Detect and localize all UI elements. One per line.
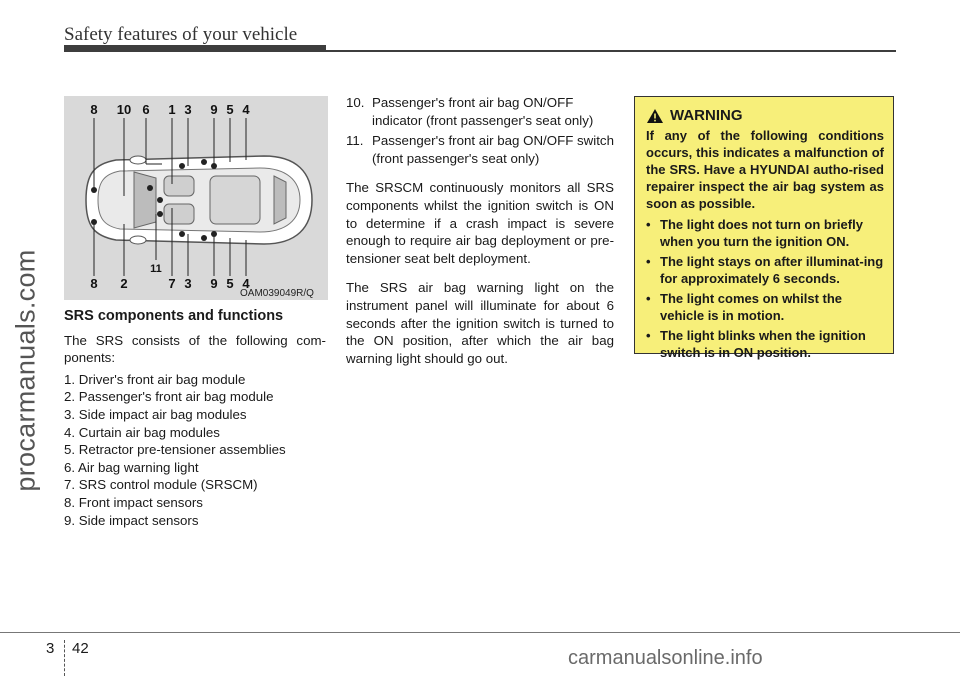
callout-top-7: 5 <box>226 102 234 117</box>
list-item <box>646 216 884 250</box>
watermark-side <box>6 220 46 520</box>
srs-components-section <box>64 308 326 529</box>
warning-title-row <box>646 107 884 124</box>
list-item <box>646 253 884 287</box>
list-item: 7. SRS control module (SRSCM) <box>64 477 258 493</box>
chapter-number: 3 <box>46 640 55 657</box>
page-header-title: Safety features of your vehicle <box>64 24 298 45</box>
callout-top-5: 3 <box>184 102 192 117</box>
callout-top-6: 9 <box>210 102 218 117</box>
callout-top-8: 4 <box>242 102 250 117</box>
bullet-text: The light does not turn on briefly when you turn the ignition ON. <box>660 217 863 249</box>
item-number: 11. <box>346 133 364 149</box>
list-item <box>346 94 614 129</box>
callout-bottom-7: 5 <box>226 276 234 291</box>
item-text: Passenger's front air bag ON/OFF switch (front passenger's seat only) <box>372 133 614 166</box>
car-topview-illustration <box>64 96 328 300</box>
list-item: 3. Side impact air bag modules <box>64 406 247 422</box>
warning-box <box>634 96 894 360</box>
watermark-bottom: carmanualsonline.info <box>568 647 763 669</box>
watermark-side-text: procarmanuals.com <box>10 248 41 492</box>
header-rule <box>326 50 896 52</box>
list-item: 6. Air bag warning light <box>64 459 199 475</box>
list-item <box>346 132 614 167</box>
section-intro: The SRS consists of the following com-ponents: <box>64 332 326 366</box>
callout-top-3: 6 <box>142 102 150 117</box>
diagram-caption: OAM039049R/Q <box>240 288 314 299</box>
callout-bottom-8: 4 <box>242 276 250 291</box>
warning-list <box>646 216 884 361</box>
callout-bottom-1: 8 <box>90 276 98 291</box>
component-list <box>64 371 326 529</box>
callout-bottom-6: 9 <box>210 276 218 291</box>
warning-triangle-icon <box>646 108 664 124</box>
item-text: Passenger's front air bag ON/OFF indicator (front passenger's seat only) <box>372 95 594 128</box>
callout-bottom-4: 7 <box>168 276 176 291</box>
callout-top-1: 8 <box>90 102 98 117</box>
list-item: 4. Curtain air bag modules <box>64 424 220 440</box>
item-number: 10. <box>346 95 365 110</box>
list-item: 9. Side impact sensors <box>64 512 199 528</box>
bullet-icon: • <box>646 291 651 306</box>
srs-description-column <box>346 94 614 367</box>
srscm-paragraph: The SRSCM continuously monitors all SRS components whilst the ignition switch is ON to determine if a crash impact is severe enough to require air bag deployment or pre-tensioner seat belt deployment. <box>346 180 614 266</box>
bullet-icon: • <box>646 217 651 232</box>
list-item <box>646 327 884 361</box>
warning-intro: If any of the following conditions occurs, this indicates a malfunction of the SRS. Have a HYUNDAI autho-rised repairer inspect the air bag system as soon as possible. <box>646 128 884 211</box>
srs-component-diagram <box>64 96 328 300</box>
callout-top-2: 10 <box>116 102 132 117</box>
bullet-text: The light blinks when the ignition switch is in ON position. <box>660 328 866 360</box>
page-number: 42 <box>72 640 89 657</box>
callout-top-4: 1 <box>168 102 176 117</box>
bullet-icon: • <box>646 328 651 343</box>
callout-bottom-3: 11 <box>150 263 162 275</box>
callout-bottom-5: 3 <box>184 276 192 291</box>
list-item <box>646 290 884 324</box>
list-item: 1. Driver's front air bag module <box>64 371 246 387</box>
warning-title: WARNING <box>670 107 743 124</box>
bullet-icon: • <box>646 254 651 269</box>
list-item: 2. Passenger's front air bag module <box>64 389 274 405</box>
header-bar <box>64 45 326 52</box>
footer-rule <box>0 632 960 633</box>
section-heading: SRS components and functions <box>64 308 284 324</box>
list-item: 8. Front impact sensors <box>64 494 203 510</box>
bullet-text: The light stays on after illuminat-ing for approximately 6 seconds. <box>660 254 884 286</box>
callout-bottom-2: 2 <box>120 276 128 291</box>
list-item: 5. Retractor pre-tensioner assemblies <box>64 442 286 458</box>
warning-light-paragraph: The SRS air bag warning light on the instrument panel will illuminate for about 6 seconds after the ignition switch is turned to the ON position, after which the air bag warning light should go out. <box>346 280 614 366</box>
bullet-text: The light comes on whilst the vehicle is in motion. <box>660 291 843 323</box>
footer-separator <box>64 640 65 676</box>
